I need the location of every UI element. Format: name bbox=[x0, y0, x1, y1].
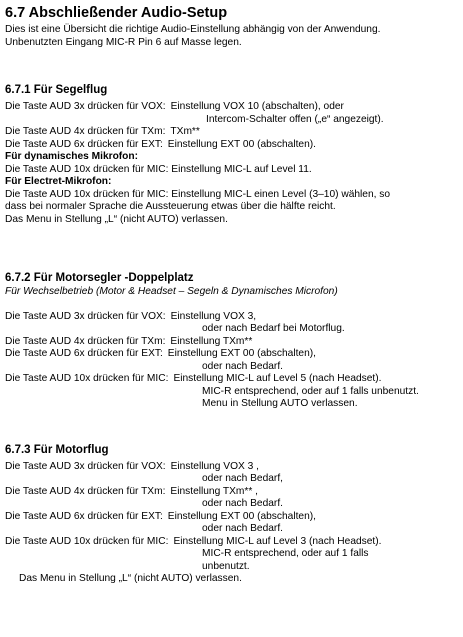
txm-continuation: oder nach Bedarf. bbox=[202, 498, 283, 509]
final-instruction: Das Menu in Stellung „L“ (nicht AUTO) verlassen. bbox=[19, 573, 242, 584]
row-value: Einstellung VOX 3 , bbox=[170, 460, 259, 472]
electret-mic-heading: Für Electret-Mikrofon: bbox=[5, 176, 112, 187]
row-mic bbox=[5, 373, 457, 386]
subsection-title-segelflug: 6.7.1 Für Segelflug bbox=[5, 84, 108, 96]
row-vox bbox=[5, 101, 457, 114]
subsection-subtitle: Für Wechselbetrieb (Motor & Headset – Segeln & Dynamisches Microfon) bbox=[5, 286, 338, 297]
row-value: Einstellung MIC-L auf Level 5 (nach Headset). bbox=[173, 373, 382, 384]
row-value: Einstellung EXT 00 (abschalten), bbox=[167, 348, 316, 359]
row-txm bbox=[5, 126, 457, 139]
row-ext bbox=[5, 139, 457, 152]
document-page bbox=[5, 4, 457, 586]
row-value: Einstellung TXm** bbox=[170, 335, 253, 347]
row-txm bbox=[5, 486, 457, 499]
ext-continuation: oder nach Bedarf. bbox=[202, 523, 283, 534]
row-value: TXm** bbox=[170, 126, 200, 137]
row-vox bbox=[5, 461, 457, 474]
vox-continuation: Intercom-Schalter offen („e“ angezeigt). bbox=[206, 113, 384, 125]
row-ext bbox=[5, 348, 457, 361]
row-value: Einstellung VOX 10 (abschalten), oder bbox=[170, 101, 344, 112]
row-vox bbox=[5, 311, 457, 324]
row-value: Einstellung EXT 00 (abschalten). bbox=[167, 138, 316, 150]
dynamic-mic-line: Die Taste AUD 10x drücken für MIC: Einstellung MIC-L auf Level 11. bbox=[5, 163, 312, 175]
row-label: Die Taste AUD 10x drücken für MIC: bbox=[5, 373, 169, 384]
subsection-title-motorsegler: 6.7.2 Für Motorsegler -Doppelplatz bbox=[5, 272, 194, 284]
vox-continuation: oder nach Bedarf bei Motorflug. bbox=[202, 323, 345, 334]
row-label: Die Taste AUD 6x drücken für EXT: bbox=[5, 138, 163, 150]
row-label: Die Taste AUD 6x drücken für EXT: bbox=[5, 510, 163, 522]
mic-continuation-2: unbenutzt. bbox=[202, 560, 250, 572]
row-value: Einstellung MIC-L auf Level 3 (nach Headset). bbox=[173, 535, 382, 547]
row-value: Einstellung TXm** , bbox=[170, 485, 259, 497]
electret-mic-line-1: Die Taste AUD 10x drücken für MIC: Einstellung MIC-L einen Level (3–10) wählen, so bbox=[5, 188, 391, 200]
vox-continuation: oder nach Bedarf, bbox=[202, 473, 283, 484]
row-ext bbox=[5, 511, 457, 524]
row-label: Die Taste AUD 10x drücken für MIC: bbox=[5, 535, 169, 547]
subsection-title-motorflug: 6.7.3 Für Motorflug bbox=[5, 443, 109, 456]
row-label: Die Taste AUD 3x drücken für VOX: bbox=[5, 101, 166, 112]
ext-continuation: oder nach Bedarf. bbox=[202, 360, 283, 372]
row-label: Die Taste AUD 4x drücken für TXm: bbox=[5, 126, 166, 137]
electret-mic-line-2: dass bei normaler Sprache die Aussteuerung etwas über die hälfte reicht. bbox=[5, 201, 336, 212]
row-label: Die Taste AUD 3x drücken für VOX: bbox=[5, 460, 166, 472]
intro-line-2: Unbenutzten Eingang MIC-R Pin 6 auf Masse legen. bbox=[5, 36, 242, 48]
row-value: Einstellung VOX 3, bbox=[170, 310, 257, 322]
electret-mic-line-3: Das Menu in Stellung „L“ (nicht AUTO) verlassen. bbox=[5, 213, 228, 225]
mic-continuation-1: MIC-R entsprechend, oder auf 1 falls bbox=[202, 548, 369, 559]
dynamic-mic-heading: Für dynamisches Mikrofon: bbox=[5, 151, 139, 162]
row-mic bbox=[5, 536, 457, 549]
row-value: Einstellung EXT 00 (abschalten), bbox=[167, 510, 316, 522]
intro-line-1: Dies ist eine Übersicht die richtige Audio-Einstellung abhängig von der Anwendung. bbox=[5, 24, 381, 35]
row-label: Die Taste AUD 4x drücken für TXm: bbox=[5, 485, 166, 497]
row-label: Die Taste AUD 3x drücken für VOX: bbox=[5, 310, 166, 322]
mic-continuation-1: MIC-R entsprechend, oder auf 1 falls unbenutzt. bbox=[202, 385, 419, 397]
row-label: Die Taste AUD 6x drücken für EXT: bbox=[5, 348, 163, 359]
mic-continuation-2: Menu in Stellung AUTO verlassen. bbox=[202, 398, 358, 409]
section-title: 6.7 Abschließender Audio-Setup bbox=[5, 5, 228, 21]
row-txm bbox=[5, 336, 457, 349]
row-label: Die Taste AUD 4x drücken für TXm: bbox=[5, 335, 166, 347]
